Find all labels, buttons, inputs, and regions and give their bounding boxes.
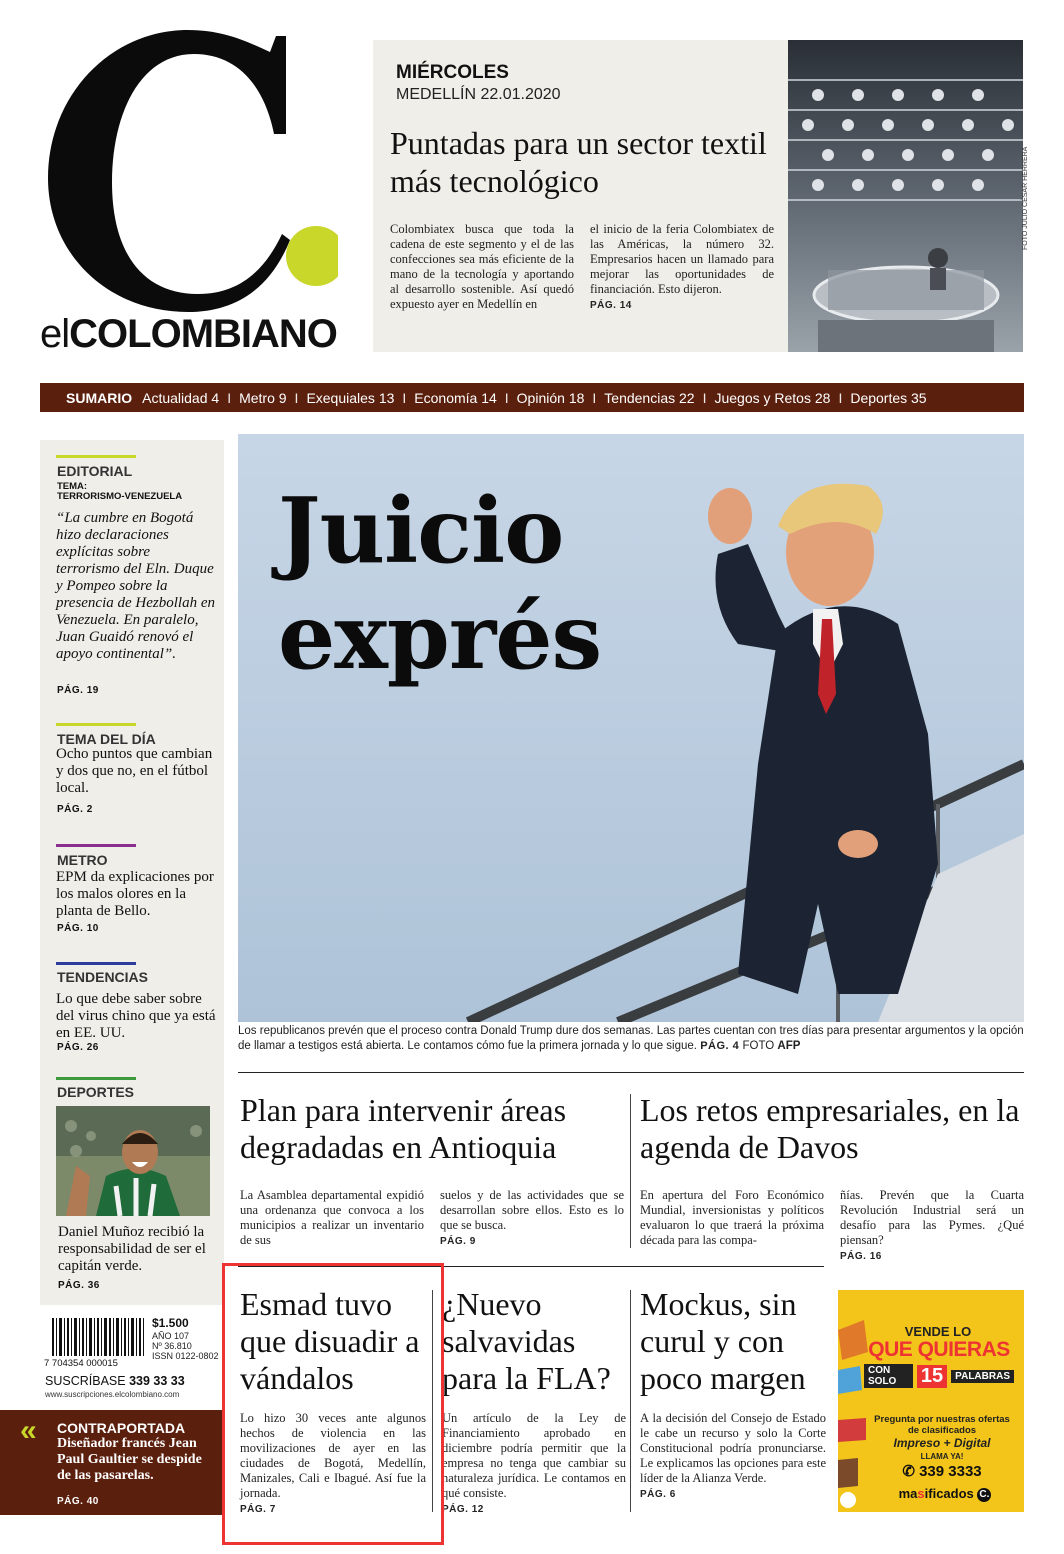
sumario-item-metro[interactable]: Metro 9: [239, 389, 287, 406]
soccer-player-photo[interactable]: [56, 1106, 210, 1216]
top-story-column-1: Colombiatex busca que toda la cadena de este segmento y el de las confecciones sea más eficiente de la mano de la tecnología y aportando al desarrollo sostenible. Así quedó expuesto ayer en Medellín en: [390, 222, 574, 311]
deportes-title[interactable]: DEPORTES: [57, 1084, 135, 1100]
wordmark-main: COLOMBIANO: [69, 312, 337, 356]
tendencias-color-bar: [56, 962, 136, 965]
top-story-column-2: [590, 222, 774, 313]
lead-caption-page: PÁG. 4: [700, 1040, 740, 1052]
antioquia-column-1: La Asamblea departamental expidió una ordenanza que convoca a los municipios a realizar un inventario de sus: [240, 1188, 424, 1247]
mockus-text: [640, 1411, 826, 1502]
elcolombiano-logo-icon: C.: [979, 1488, 990, 1500]
davos-column-1: En apertura del Foro Económico Mundial, inversionistas y políticos evaluaron lo que traerá la próxima década para las compa-: [640, 1188, 824, 1247]
tendencias-title[interactable]: TENDENCIAS: [57, 969, 149, 985]
divider-rule: [238, 1072, 1024, 1073]
lead-caption-text: Los republicanos prevén que el proceso contra Donald Trump dure dos semanas. Las partes cuentan con tres días para presentar argumentos y la opción de llamar a testigos está abierta. Le contamos cómo fue la primera jornada y lo que sigue.: [238, 1025, 1024, 1052]
masthead-logo[interactable]: [38, 24, 338, 314]
ad-phone[interactable]: [872, 1462, 1012, 1480]
metro-page: PÁG. 10: [57, 923, 99, 934]
sumario-item-juegos[interactable]: Juegos y Retos 28: [714, 389, 831, 406]
lead-caption: [238, 1024, 1024, 1054]
ad-brand-prefix: ma: [898, 1486, 918, 1501]
masthead-wordmark: [40, 312, 337, 357]
antioquia-column-2: [440, 1188, 624, 1249]
davos-col2-text: ñías. Prevén que la Cuarta Revolución Industrial será un desafío para las Pymes. ¿Qué piensan?: [840, 1188, 1024, 1247]
column-divider: [630, 1290, 631, 1512]
chevron-left-icon: «: [20, 1414, 37, 1447]
issue-number: Nº 36.810: [152, 1341, 192, 1351]
lead-caption-credit-label: FOTO: [742, 1040, 775, 1052]
barcode-icon: [50, 1316, 146, 1362]
editorial-title[interactable]: EDITORIAL: [57, 463, 133, 479]
issue-issn: ISSN 0122-0802: [152, 1351, 219, 1361]
textile-photo-image: [788, 40, 1023, 352]
lead-headline-line-2: exprés: [278, 584, 602, 690]
deportes-text: Daniel Muñoz recibió la responsabilidad de ser el capitán verde.: [58, 1224, 206, 1274]
sumario-item-exequiales[interactable]: Exequiales 13: [306, 389, 395, 406]
ad-phone-number: 339 3333: [919, 1463, 982, 1480]
issue-year: AÑO 107: [152, 1331, 190, 1341]
logo-c-mark: [38, 24, 338, 314]
ad-line-5: Impreso + Digital: [893, 1436, 991, 1450]
fla-text: [442, 1411, 626, 1517]
selection-highlight: [222, 1263, 444, 1545]
subscribe-line[interactable]: [45, 1374, 185, 1388]
metro-title[interactable]: METRO: [57, 852, 108, 868]
tema-dia-color-bar: [56, 723, 136, 726]
separator: I: [227, 389, 232, 406]
top-photo-credit: FOTO JULIO CÉSAR HERRERA: [1022, 146, 1029, 250]
ad-line-2: QUE QUIERAS: [868, 1338, 1010, 1361]
edition-date: MEDELLÍN 22.01.2020: [396, 86, 561, 103]
top-story-col2-text: el inicio de la feria Colombiatex de las Américas, la número 32. Empresarios hacen un llamado para mejorar las oportunidades de financiación. Esto dijeron.: [590, 222, 774, 296]
fla-page: PÁG. 12: [442, 1504, 484, 1515]
ad-line-3-suffix: PALABRAS: [951, 1370, 1014, 1383]
editorial-tema-value: TERRORISMO-VENEZUELA: [57, 491, 183, 502]
esmad-text-body: Lo hizo 30 veces ante algunos hechos de violencia en las movilizaciones de ayer en las ciudades de Bogotá, Medellín, Manizales, Cali e Ibagué. Así fue la jornada.: [240, 1411, 426, 1500]
mockus-headline[interactable]: Mockus, sin curul y con poco margen: [640, 1286, 806, 1396]
davos-column-2: [840, 1188, 1024, 1264]
sumario-item-tendencias[interactable]: Tendencias 22: [604, 389, 695, 406]
ad-line-3: [864, 1364, 1014, 1388]
contraportada-text: Diseñador francés Jean Paul Gaultier se despide de las pasarelas.: [57, 1436, 202, 1483]
top-story-page: PÁG. 14: [590, 300, 632, 311]
sumario-item-economia[interactable]: Economía 14: [414, 389, 497, 406]
tema-dia-text: Ocho puntos que cambian y dos que no, en el fútbol local.: [56, 746, 213, 796]
mockus-page: PÁG. 6: [640, 1489, 676, 1500]
deportes-color-bar: [56, 1077, 136, 1080]
fla-text-body: Un artículo de la Ley de Financiamiento aprobado en diciembre podría permitir que la empresa no tenga que cambiar su naturaleza jurídica. Le contamos en qué consiste.: [442, 1411, 626, 1500]
ad-call-label: LLAMA YA!: [920, 1452, 964, 1461]
editorial-page: PÁG. 19: [57, 685, 99, 696]
barcode-digits: 7 704354 000015: [44, 1358, 118, 1369]
sumario-bar: [40, 383, 1024, 412]
tema-dia-page: PÁG. 2: [57, 804, 93, 815]
ad-brand: [880, 1486, 1010, 1502]
separator: I: [504, 389, 509, 406]
antioquia-page: PÁG. 9: [440, 1236, 476, 1247]
mockus-text-body: A la decisión del Consejo de Estado le cabe un recurso y solo la Corte Constitucional podría pronunciarse. Le explicamos las opciones para este líder de la Alianza Verde.: [640, 1411, 826, 1485]
contraportada-page: PÁG. 40: [57, 1496, 99, 1507]
separator: I: [402, 389, 407, 406]
price: $1.500: [152, 1316, 189, 1330]
ad-line-4: Pregunta por nuestras ofertas de clasificados: [874, 1414, 1010, 1436]
separator: I: [294, 389, 299, 406]
antioquia-col2-text: suelos y de las actividades que se desarrollan sobre ellos. Esto es lo que se busca.: [440, 1188, 624, 1232]
metro-color-bar: [56, 844, 136, 847]
contraportada-title: CONTRAPORTADA: [57, 1420, 186, 1436]
subscribe-url[interactable]: www.suscripciones.elcolombiano.com: [45, 1390, 180, 1399]
soccer-photo-image: [56, 1106, 210, 1216]
esmad-headline[interactable]: Esmad tuvo que disuadir a vándalos: [240, 1286, 420, 1396]
classifieds-ad[interactable]: [838, 1290, 1024, 1512]
textile-machine-photo[interactable]: [788, 40, 1023, 352]
deportes-page: PÁG. 36: [58, 1280, 100, 1291]
price-block: [40, 1312, 224, 1406]
issue-info: [152, 1331, 219, 1361]
ad-line-3-prefix: CON SOLO: [864, 1364, 913, 1388]
ad-brand-highlight: s: [917, 1486, 925, 1501]
contraportada-block[interactable]: [0, 1410, 222, 1515]
separator: I: [702, 389, 707, 406]
davos-page: PÁG. 16: [840, 1251, 882, 1262]
esmad-page: PÁG. 7: [240, 1504, 276, 1515]
separator: I: [838, 389, 843, 406]
tendencias-page: PÁG. 26: [57, 1042, 99, 1053]
ad-brand-suffix: ificados: [924, 1486, 974, 1501]
wordmark-prefix: el: [40, 312, 70, 356]
subscribe-phone: 339 33 33: [129, 1374, 185, 1388]
tendencias-text: Lo que debe saber sobre del virus chino que ya está en EE. UU.: [56, 991, 216, 1041]
sumario-item-opinion[interactable]: Opinión 18: [516, 389, 585, 406]
sumario-label: SUMARIO: [66, 389, 133, 406]
editorial-tema: [57, 482, 182, 502]
phone-icon: ✆: [902, 1463, 915, 1480]
sumario-item-deportes[interactable]: Deportes 35: [850, 389, 927, 406]
ad-line-1: VENDE LO: [904, 1324, 972, 1339]
editorial-tema-label: TEMA:: [57, 481, 88, 492]
lead-caption-credit: AFP: [777, 1040, 801, 1052]
column-divider: [630, 1094, 631, 1248]
lead-headline[interactable]: [278, 478, 601, 690]
davos-headline[interactable]: Los retos empresariales, en la agenda de Davos: [640, 1092, 1020, 1165]
sumario-item-actualidad[interactable]: Actualidad 4: [142, 389, 220, 406]
top-story-headline[interactable]: Puntadas para un sector textil más tecnológico: [390, 125, 767, 199]
editorial-color-bar: [56, 455, 136, 458]
separator: I: [592, 389, 597, 406]
ad-line-3-number: 15: [917, 1365, 947, 1388]
fla-headline[interactable]: ¿Nuevo salvavidas para la FLA?: [442, 1286, 611, 1396]
lead-headline-line-1: Juicio: [278, 478, 564, 584]
edition-day: MIÉRCOLES: [396, 62, 509, 83]
antioquia-headline[interactable]: Plan para intervenir áreas degradadas en Antioquia: [240, 1092, 567, 1165]
subscribe-label: SUSCRÍBASE: [45, 1374, 126, 1388]
metro-text: EPM da explicaciones por los malos olores en la planta de Bello.: [56, 869, 214, 919]
tema-dia-title[interactable]: TEMA DEL DÍA: [57, 731, 156, 747]
editorial-text: “La cumbre en Bogotá hizo declaraciones explícitas sobre terrorismo del Eln. Duque y Pompeo sobre la presencia de Hezbollah en Venezuela. En paralelo, Juan Guaidó renovó el apoyo continental”.: [56, 510, 215, 662]
